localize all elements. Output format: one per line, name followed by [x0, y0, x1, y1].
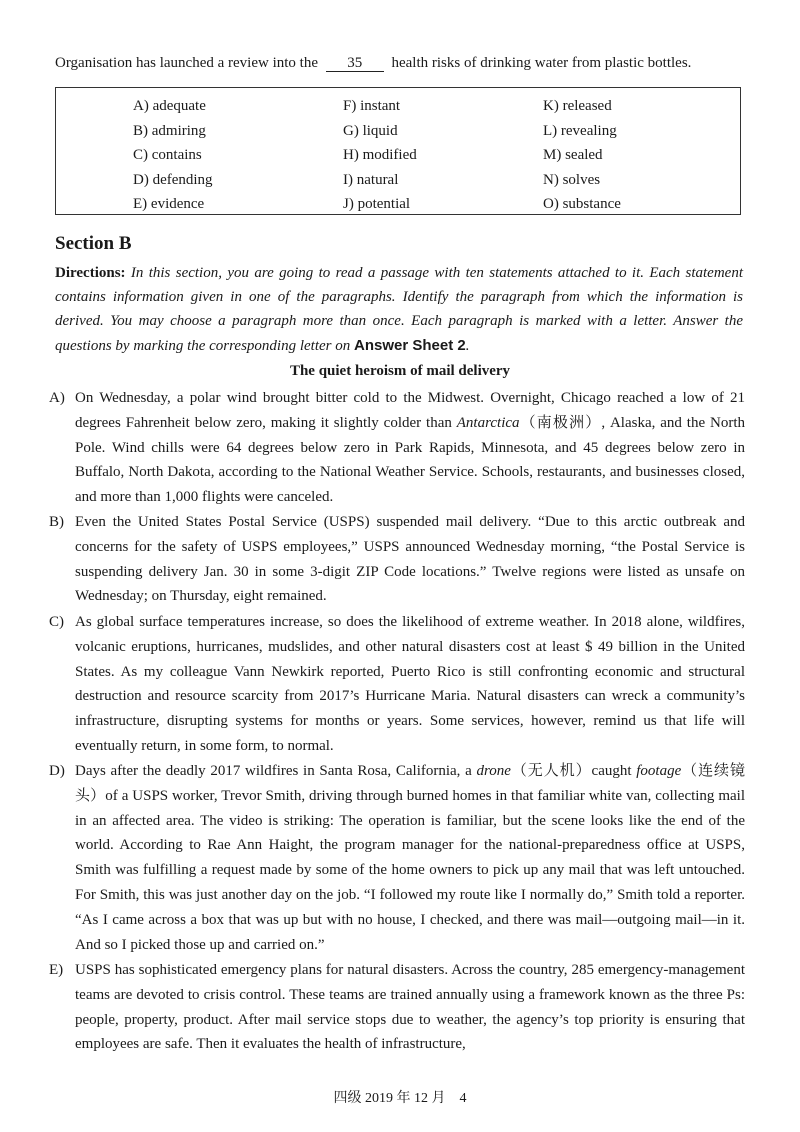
passage-title: The quiet heroism of mail delivery [289, 363, 511, 379]
section-title: Section B [55, 233, 132, 254]
directions-text: In this section, you are going to read a passage with ten statements attached to it. Each statement contains information given in one of the paragraphs. Identify the paragraph from which the information is derived. You may choose a paragraph more than once. Each paragraph is marked with a letter. Answer the questions by marking the corresponding letter on [55, 265, 743, 354]
paragraph-text: （南极洲）, Alaska, and the North Pole. Wind chills were 64 degrees below zero in Park Rapids, Minnesota, and 45 degrees below zero in Buffalo, North Dakota, according to the National Weather Service. Schools, restaurants, and businesses closed, and more than 1,000 flights were canceled. [75, 414, 745, 506]
paragraph-text: Days after the deadly 2017 wildfires in Santa Rosa, California, a [75, 763, 477, 779]
word-option: G) liquid [343, 122, 398, 139]
word-option: K) released [543, 98, 612, 114]
word-option: N) solves [543, 171, 601, 188]
cloze-text-after: health risks of drinking water from plastic bottles. [391, 55, 692, 71]
paragraph-body: Even the United States Postal Service (USPS) suspended mail delivery. “Due to this arctic outbreak and concerns for the safety of USPS employees,” USPS announced Wednesday morning, “the Postal Service is suspending delivery Jan. 30 in some 3-digit ZIP Code locations.” Twelve regions were listed as unsafe on Wednesday; on Thursday, eight remained. [75, 514, 745, 605]
page-footer: 四级 2019 年 12 月 4 [333, 1091, 467, 1106]
paragraph-letter: A) [49, 390, 65, 406]
blank-number: 35 [326, 55, 384, 72]
cloze-text-before: Organisation has launched a review into the [55, 55, 318, 71]
paragraph-text: （无人机）caught [510, 763, 637, 779]
word-option: E) evidence [133, 196, 205, 213]
italic-term: drone [476, 763, 511, 779]
paragraph-text: On Wednesday, a polar wind brought bitter cold to the Midwest. Overnight, Chicago reached a low of 21 degrees Fahrenheit below zero, making it slightly colder than [75, 390, 745, 431]
italic-term: Antarctica [456, 414, 520, 431]
paragraph-body [75, 386, 745, 510]
paragraph-letter: D) [49, 763, 65, 779]
word-option: C) contains [133, 147, 202, 164]
paragraph-d [49, 759, 745, 957]
word-bank-column-1 [133, 94, 213, 217]
word-option: H) modified [343, 147, 417, 164]
word-option: O) substance [543, 196, 621, 213]
paragraph-letter: C) [49, 614, 64, 630]
answer-sheet-label: Answer Sheet 2 [354, 336, 466, 354]
word-bank-column-2 [343, 94, 417, 217]
directions-label: Directions: [55, 265, 126, 281]
paragraph-b [49, 510, 745, 609]
word-option: M) sealed [543, 147, 603, 164]
paragraph-body [75, 759, 745, 957]
word-option: D) defending [133, 171, 213, 188]
word-option: J) potential [343, 196, 411, 213]
cloze-last-line [55, 55, 691, 72]
word-bank-column-3 [543, 94, 621, 217]
word-option: I) natural [343, 171, 399, 188]
italic-term: footage [636, 763, 682, 779]
paragraph-e [49, 958, 745, 1057]
directions-end: . [465, 337, 470, 354]
paragraph-letter: E) [49, 962, 64, 978]
directions [55, 261, 743, 358]
paragraph-body: USPS has sophisticated emergency plans for natural disasters. Across the country, 285 emergency-management teams are devoted to crisis control. These teams are trained annually using a framework known as the three Ps: people, property, product. After mail service stops due to weather, the agency’s top priority is ensuring that employees are safe. Then it evaluates the health of infrastructure, [75, 962, 745, 1053]
word-option: A) adequate [133, 98, 206, 114]
word-option: F) instant [343, 98, 401, 114]
word-option: B) admiring [133, 122, 206, 139]
word-option: L) revealing [543, 122, 617, 139]
word-bank-box [55, 87, 741, 215]
paragraph-body: As global surface temperatures increase, so does the likelihood of extreme weather. In 2018 alone, wildfires, volcanic eruptions, hurricanes, mudslides, and other natural disasters cost at least $ 49 billion in the United States. As my colleague Vann Newkirk reported, Puerto Rico is still confronting economic and structural destruction and resource scarcity from 2017’s Hurricane Maria. Natural disasters can wreck a community’s infrastructure, disrupting systems for months or years. Some services, however, remind us that life will eventually return, in some form, to normal. [75, 614, 745, 754]
paragraph-c [49, 610, 745, 759]
paragraph-letter: B) [49, 514, 64, 530]
paragraph-a [49, 386, 745, 510]
paragraph-text: （连续镜头）of a USPS worker, Trevor Smith, driving through burned homes in that familiar white van, collecting mail in an affected area. The video is striking: The operation is familiar, but the scene looks like the end of the world. According to Rae Ann Haight, the program manager for the national-preparedness office at USPS, Smith was fulfilling a request made by some of the home owners to pick up any mail that was left untouched. For Smith, this was just another day on the job. “I followed my route like I normally do,” Smith told a reporter. “As I came across a box that was up but with no house, I checked, and there was mail—outgoing mail—in it. And so I picked those up and carried on.” [75, 763, 745, 953]
